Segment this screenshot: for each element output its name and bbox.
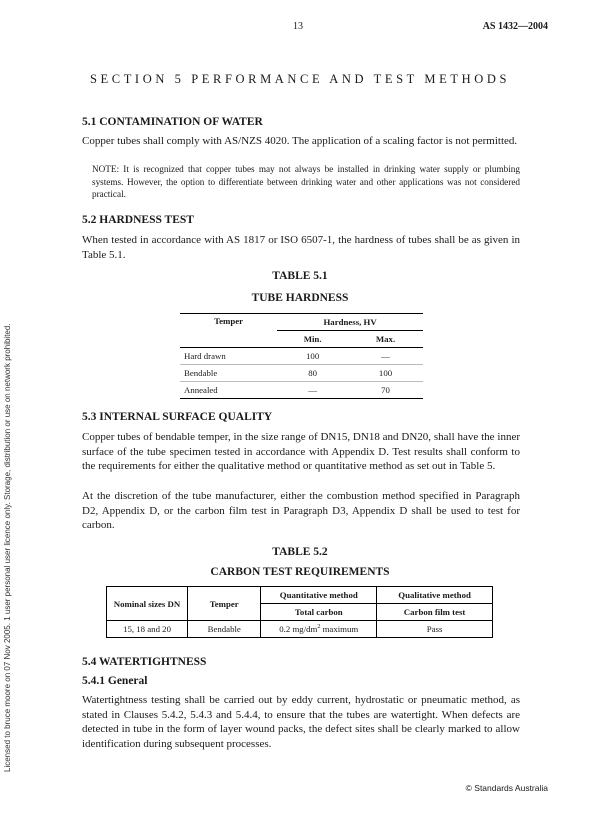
heading-5-2: 5.2 HARDNESS TEST	[82, 214, 194, 226]
paragraph-5-2: When tested in accordance with AS 1817 or ISO 6507-1, the hardness of tubes shall be as given in Table 5.1.	[82, 234, 520, 261]
cell-temper: Hard drawn	[180, 348, 277, 365]
sub-total-carbon: Total carbon	[261, 604, 377, 621]
table-row	[107, 621, 493, 638]
heading-5-4-1: 5.4.1 General	[82, 675, 148, 687]
col-max: Max.	[348, 331, 423, 348]
table-row	[180, 365, 423, 382]
table-row	[180, 382, 423, 399]
cell-film-test: Pass	[377, 621, 493, 638]
paragraph-5-3-a: Copper tubes of bendable temper, in the size range of DN15, DN18 and DN20, shall have the inner surface of the tube specimen tested in accordance with Appendix D. Test results shall conform to the requirements for either the qualitative method or quantitative method as set out in Table 5.	[82, 431, 520, 472]
col-hardness: Hardness, HV	[277, 314, 423, 331]
cell-min: 80	[277, 365, 348, 382]
section-title: SECTION 5 PERFORMANCE AND TEST METHODS	[89, 72, 511, 86]
cell-sizes: 15, 18 and 20	[107, 621, 188, 638]
cell-max: —	[348, 348, 423, 365]
col-temper: Temper	[180, 314, 277, 348]
sub-carbon-film-test: Carbon film test	[377, 604, 493, 621]
table-5-1-number: TABLE 5.1	[272, 270, 328, 282]
table-5-1-title: TUBE HARDNESS	[251, 292, 349, 304]
note-5-1: NOTE: It is recognized that copper tubes may not always be installed in drinking water supply or plumbing systems. However, the option to differentiate between drinking water and other applications was not considered practical.	[92, 164, 520, 199]
cell-temper: Annealed	[180, 382, 277, 399]
cell-temper: Bendable	[180, 365, 277, 382]
col-nominal-sizes: Nominal sizes DN	[107, 587, 188, 621]
paragraph-5-1: Copper tubes shall comply with AS/NZS 4020. The application of a scaling factor is not permitted.	[82, 135, 518, 147]
col-qualitative: Qualitative method	[377, 587, 493, 604]
carbon-test-table	[106, 586, 493, 638]
col-temper: Temper	[188, 587, 261, 621]
paragraph-5-3-b: At the discretion of the tube manufacturer, either the combustion method specified in Paragraph D2, Appendix D, or the carbon film test in Paragraph D3, Appendix D shall be used to test for carbon.	[82, 490, 520, 531]
col-min: Min.	[277, 331, 348, 348]
heading-5-3: 5.3 INTERNAL SURFACE QUALITY	[82, 411, 273, 423]
table-row	[180, 348, 423, 365]
heading-5-4: 5.4 WATERTIGHTNESS	[82, 656, 207, 668]
table-5-2-title: CARBON TEST REQUIREMENTS	[210, 566, 390, 578]
cell-min: 100	[277, 348, 348, 365]
cell-min: —	[277, 382, 348, 399]
col-quantitative: Quantitative method	[261, 587, 377, 604]
paragraph-5-4-1: Watertightness testing shall be carried out by eddy current, hydrostatic or pneumatic method, as stated in Clauses 5.4.2, 5.4.3 and 5.4.4, to ensure that the tubes are watertight. When defects are detected in tube in the form of layer wound packs, the defect sites shall be clearly marked to allow identification during subsequent processes.	[82, 694, 520, 750]
tube-hardness-table	[180, 313, 423, 399]
heading-5-1: 5.1 CONTAMINATION OF WATER	[82, 116, 263, 128]
licence-sidebar: Licensed to bruce moore on 07 Nov 2005. 1 user personal user licence only. Storage, distribution or use on network prohibited.	[3, 323, 12, 772]
cell-max: 100	[348, 365, 423, 382]
page-number: 13	[293, 21, 303, 32]
footer-copyright: © Standards Australia	[465, 783, 548, 793]
cell-temper: Bendable	[188, 621, 261, 638]
standard-reference: AS 1432—2004	[482, 21, 548, 32]
cell-total-carbon: 0.2 $mg/dm^2$ maximum	[261, 621, 377, 638]
cell-max: 70	[348, 382, 423, 399]
table-5-2-number: TABLE 5.2	[272, 546, 328, 558]
